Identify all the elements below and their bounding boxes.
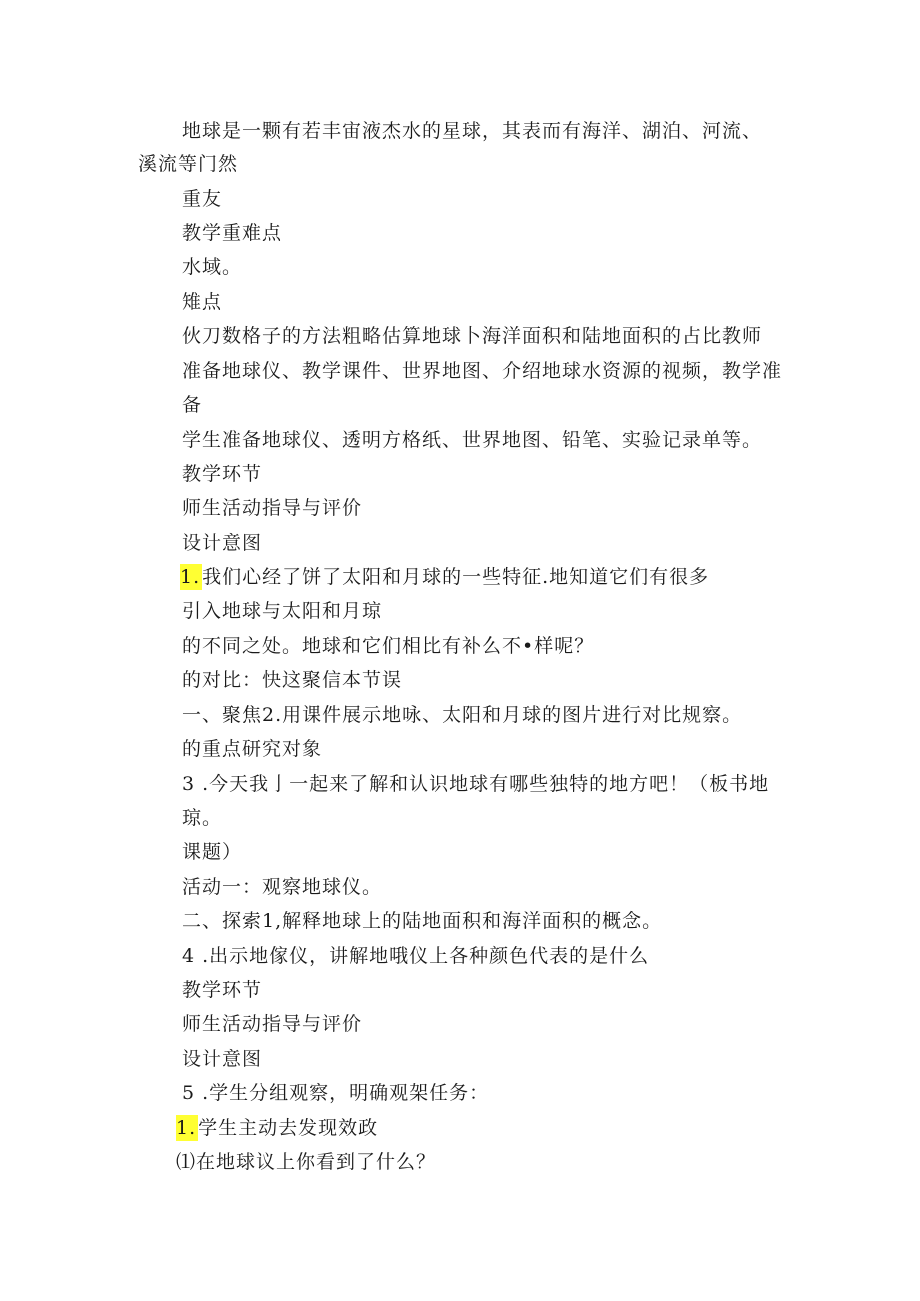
paragraph-line: 引入地球与太阳和月琼 xyxy=(182,600,383,622)
section-heading: 师生活动指导与评价 xyxy=(182,1013,363,1035)
highlighted-line xyxy=(180,564,709,590)
paragraph-line: 准备地球仪、教学课件、世界地图、介绍地球水资源的视频，教学准 xyxy=(182,360,783,382)
paragraph-line: 雉点 xyxy=(182,291,223,313)
paragraph-line: 4 .出示地傢仪，讲解地哦仪上各种颜色代表的是什么 xyxy=(182,945,650,967)
paragraph-line: 伙刀数格子的方法粗略估算地球卜海洋面积和陆地面积的占比教师 xyxy=(182,325,763,347)
highlight-marker: 1. xyxy=(176,1117,197,1139)
section-heading: 教学环节 xyxy=(182,463,263,485)
paragraph-line: 课题） xyxy=(182,841,243,863)
paragraph-line: 水域。 xyxy=(182,256,243,278)
highlight-marker: 1. xyxy=(180,566,201,588)
paragraph-line: 3 .今天我亅一起来了解和认识地球有哪些独特的地方吧！（板书地 xyxy=(182,773,770,795)
paragraph-line-text: 我们心经了饼了太阳和月球的一些特征.地知道它们有很多 xyxy=(202,566,710,588)
section-heading: 师生活动指导与评价 xyxy=(182,497,363,519)
paragraph-line: 地球是一颗有若丰宙液杰水的星球，其表而有海洋、湖泊、河流、 xyxy=(182,120,763,142)
paragraph-line: 重友 xyxy=(182,188,223,210)
paragraph-line: 琼。 xyxy=(182,807,223,829)
paragraph-line: 的不同之处。地球和它们相比有补么不•样呢？ xyxy=(182,635,595,657)
section-heading: 教学重难点 xyxy=(182,222,283,244)
paragraph-line: 溪流等门然 xyxy=(138,153,239,175)
paragraph-line: 的重点研究对象 xyxy=(182,738,323,760)
section-heading: 设计意图 xyxy=(182,1048,263,1070)
paragraph-line-text: 学生主动去发现效政 xyxy=(198,1117,379,1139)
paragraph-line: 的对比：快这聚信本节误 xyxy=(182,669,403,691)
paragraph-line: ⑴在地球议上你看到了什么？ xyxy=(176,1151,437,1173)
section-heading: 设计意图 xyxy=(182,532,263,554)
highlighted-line xyxy=(176,1115,378,1141)
paragraph-line: 学生准备地球仪、透明方格纸、世界地图、铅笔、实验记录单等。 xyxy=(182,429,763,451)
paragraph-line: 二、探索1,解释地球上的陆地面积和海洋面积的概念。 xyxy=(182,910,663,932)
paragraph-line: 备 xyxy=(182,394,203,416)
paragraph-line: 一、聚焦2.用课件展示地咏、太阳和月球的图片进行对比规察。 xyxy=(182,704,743,726)
section-heading: 教学环节 xyxy=(182,979,263,1001)
paragraph-line: 活动一：观察地球仪。 xyxy=(182,876,383,898)
paragraph-line: 5 .学生分组观察，明确观架任务： xyxy=(182,1082,490,1104)
